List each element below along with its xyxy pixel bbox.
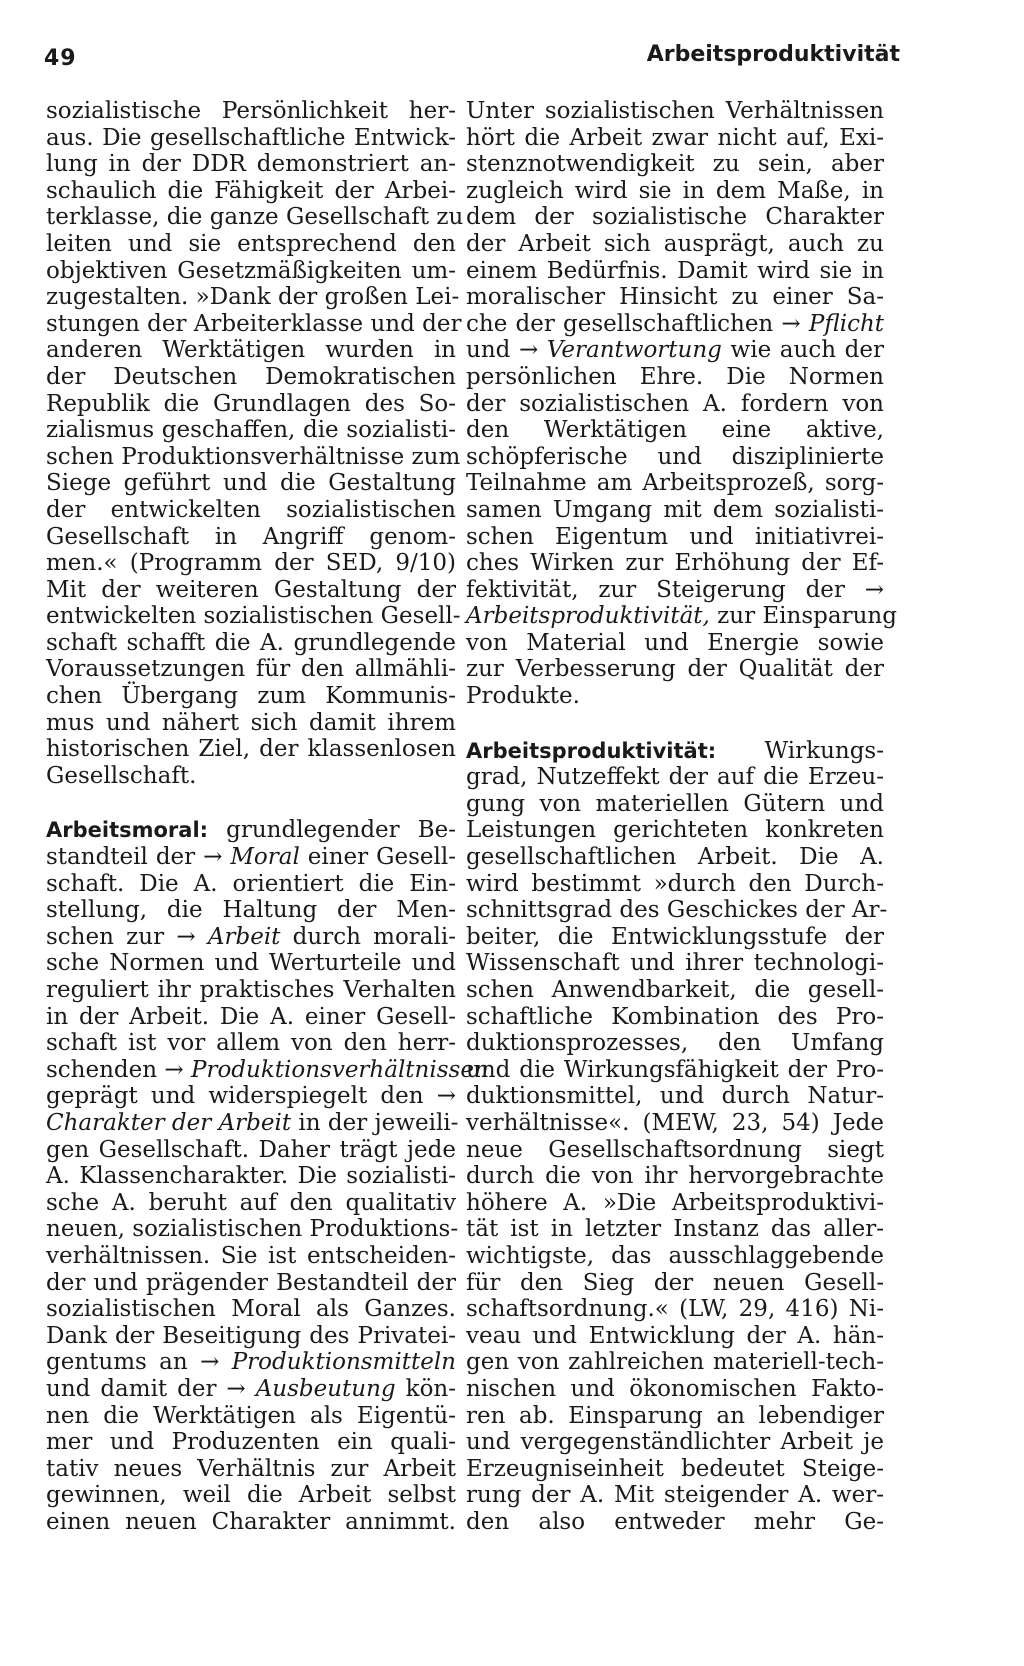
text-line: höhere A. »Die Arbeitsproduktivi- [466, 1189, 884, 1216]
text-line: gung von materiellen Gütern und [466, 790, 884, 817]
text-line: aus. Die gesellschaftliche Entwick- [46, 124, 456, 151]
text-line: wichtigste, das ausschlaggebende [466, 1242, 884, 1269]
paragraph-continuation [466, 98, 897, 710]
text-line: gesellschaftlichen Arbeit. Die A. [466, 844, 884, 871]
text-segment: durch morali- [280, 923, 456, 950]
text-line: Mit der weiteren Gestaltung der [46, 576, 456, 603]
text-line: chen Übergang zum Kommunis- [46, 683, 456, 710]
text-line: schaft. Die A. orientiert die Ein- [46, 870, 456, 897]
text-line: sche Normen und Werturteile und [46, 950, 456, 977]
text-line: sozialistische Persönlichkeit her- [46, 98, 456, 124]
text-segment: einer Gesell- [299, 844, 456, 871]
text-line: historischen Ziel, der klassenlosen [46, 736, 456, 763]
text-line: der Deutschen Demokratischen [46, 363, 456, 390]
text-line: schöpferische und disziplinierte [466, 443, 884, 470]
text-line: grad, Nutzeffekt der auf die Erzeu- [466, 764, 884, 791]
text-line: schen Anwendbarkeit, die gesell- [466, 977, 884, 1003]
text-line: moralischer Hinsicht zu einer Sa- [466, 284, 884, 311]
text-line: terklasse, die ganze Gesellschaft zu [46, 204, 464, 231]
cross-reference-verantwortung: Verantwortung [546, 337, 722, 364]
cross-reference-ausbeutung: Ausbeutung [255, 1375, 396, 1402]
text-line: duktionsmittel, und durch Natur- [466, 1083, 884, 1110]
text-line: anderen Werktätigen wurden in [46, 337, 456, 364]
cross-reference-moral: Moral [230, 844, 300, 871]
text-line: einen neuen Charakter annimmt. [46, 1508, 456, 1535]
text-line: nischen und ökonomischen Fakto- [466, 1375, 884, 1402]
text-line: ches Wirken zur Erhöhung der Ef- [466, 550, 884, 577]
entry-term: Arbeitsmoral: [46, 818, 209, 843]
text-segment: standteil der → [46, 844, 231, 871]
text-line: mus und nähert sich damit ihrem [46, 709, 456, 736]
right-column [466, 98, 897, 1535]
text-segment: schenden → [46, 1056, 191, 1083]
paragraph-continuation [46, 98, 464, 789]
text-line: Dank der Beseitigung des Privatei- [46, 1322, 456, 1349]
text-line: Republik die Grundlagen des So- [46, 390, 456, 417]
text-segment: che der gesellschaftlichen → [466, 310, 809, 337]
text-segment: und damit der → [46, 1375, 256, 1402]
entry-term: Arbeitsproduktivität: [466, 738, 717, 763]
text-line: Teilnahme am Arbeitsprozeß, sorg- [466, 470, 884, 497]
text-line: der entwickelten sozialistischen [46, 496, 456, 523]
text-line: neuen, sozialistischen Produktions- [46, 1216, 459, 1243]
text-line: men.« (Programm der SED, 9/10) [46, 550, 456, 577]
text-line: fektivität, zur Steigerung der → [466, 576, 884, 603]
text-line: tativ neues Verhältnis zur Arbeit [46, 1455, 456, 1482]
entry-arbeitsmoral [46, 817, 489, 1535]
text-line: persönlichen Ehre. Die Normen [466, 363, 884, 390]
text-line: für den Sieg der neuen Gesell- [466, 1269, 884, 1296]
text-segment: grundlegender Be- [208, 817, 456, 844]
text-line: von Material und Energie sowie [466, 629, 884, 656]
text-segment: Wirkungs- [716, 737, 884, 764]
text-line: lung in der DDR demonstriert an- [46, 151, 456, 178]
text-line: Wissenschaft und ihrer technologi- [466, 950, 884, 977]
text-segment: in der jeweili- [291, 1109, 459, 1136]
text-line: Siege geführt und die Gestaltung [46, 470, 456, 497]
text-line: tät ist in letzter Instanz das aller- [466, 1216, 884, 1243]
text-line: samen Umgang mit dem sozialisti- [466, 496, 884, 523]
text-line: schaftliche Kombination des Pro- [466, 1003, 884, 1030]
text-line: duktionsprozesses, den Umfang [466, 1030, 884, 1057]
text-line: gen von zahlreichen materiell-tech- [466, 1349, 884, 1376]
cross-reference-produktionsverhaeltnissen: Produktionsverhältnissen [190, 1056, 489, 1083]
cross-reference-arbeitsproduktivitaet: Arbeitsproduktivität, [466, 603, 710, 630]
text-line: dem der sozialistische Charakter [466, 204, 884, 231]
text-line: Erzeugniseinheit bedeutet Steige- [466, 1455, 884, 1482]
text-line: mer und Produzenten ein quali- [46, 1429, 456, 1456]
text-line: objektiven Gesetzmäßigkeiten um- [46, 257, 456, 284]
text-line: Leistungen gerichteten konkreten [466, 817, 884, 844]
text-line: geprägt und widerspiegelt den → [46, 1083, 456, 1110]
text-line: stellung, die Haltung der Men- [46, 897, 456, 924]
text-line: rung der A. Mit steigender A. wer- [466, 1482, 884, 1509]
text-line: verhältnissen. Sie ist entscheiden- [46, 1242, 456, 1269]
text-line: reguliert ihr praktisches Verhalten [46, 977, 456, 1003]
text-line: zugestalten. »Dank der großen Lei- [46, 284, 460, 311]
text-segment: gentums an → [46, 1349, 232, 1376]
text-line: neue Gesellschaftsordnung siegt [466, 1136, 884, 1163]
text-line: leiten und sie entsprechend den [46, 230, 456, 257]
entry-arbeitsproduktivitaet [466, 737, 888, 1536]
text-line: Gesellschaft. [46, 762, 197, 789]
text-line: sozialistischen Moral als Ganzes. [46, 1296, 456, 1323]
text-line: Unter sozialistischen Verhältnissen [466, 98, 884, 124]
text-segment: wie auch der [721, 337, 884, 364]
text-line: Voraussetzungen für den allmähli- [46, 656, 456, 683]
text-line: beiter, die Entwicklungsstufe der [466, 923, 884, 950]
text-line: schen Eigentum und initiativrei- [466, 523, 884, 550]
text-line: schnittsgrad des Geschickes der Ar- [466, 897, 888, 924]
text-line: Produkte. [466, 683, 580, 710]
left-column [46, 98, 489, 1535]
text-line: und die Wirkungsfähigkeit der Pro- [466, 1056, 884, 1083]
text-line: ren ab. Einsparung an lebendiger [466, 1402, 884, 1429]
text-line: der Arbeit sich ausprägt, auch zu [466, 230, 884, 257]
cross-reference-produktionsmitteln: Produktionsmitteln [231, 1349, 456, 1376]
text-line: verhältnisse«. (MEW, 23, 54) Jede [466, 1109, 884, 1136]
text-line: veau und Entwicklung der A. hän- [466, 1322, 884, 1349]
text-line: der sozialistischen A. fordern von [466, 390, 884, 417]
text-line: hört die Arbeit zwar nicht auf, Exi- [466, 124, 884, 151]
text-segment: zur Einsparung [709, 603, 897, 630]
text-line: gewinnen, weil die Arbeit selbst [46, 1482, 456, 1509]
text-line: schaft ist vor allem von den herr- [46, 1030, 456, 1057]
text-segment: schen zur → [46, 923, 208, 950]
text-line: schaftsordnung.« (LW, 29, 416) Ni- [466, 1296, 884, 1323]
page-number: 49 [44, 46, 77, 71]
text-line: schaulich die Fähigkeit der Arbei- [46, 177, 456, 204]
text-line: sche A. beruht auf den qualitativ [46, 1189, 456, 1216]
text-line: stungen der Arbeiterklasse und der [46, 310, 462, 337]
text-line: in der Arbeit. Die A. einer Gesell- [46, 1003, 456, 1030]
text-line: durch die von ihr hervorgebrachte [466, 1163, 884, 1190]
text-line: wird bestimmt »durch den Durch- [466, 870, 884, 897]
text-line: einem Bedürfnis. Damit wird sie in [466, 257, 884, 284]
text-line: Gesellschaft in Angriff genom- [46, 523, 456, 550]
cross-reference-arbeit: Arbeit [207, 923, 281, 950]
text-line: zialismus geschaffen, die sozialisti- [46, 417, 456, 444]
text-line: zur Verbesserung der Qualität der [466, 656, 884, 683]
text-line: gen Gesellschaft. Daher trägt jede [46, 1136, 456, 1163]
text-line: den Werktätigen eine aktive, [466, 417, 884, 444]
text-segment: und → [466, 337, 547, 364]
running-title: Arbeitsproduktivität [646, 42, 900, 67]
text-line: zugleich wird sie in dem Maße, in [466, 177, 884, 204]
text-line: A. Klassencharakter. Die sozialisti- [46, 1163, 456, 1190]
text-line: entwickelten sozialistischen Gesell- [46, 603, 461, 630]
text-line: schaft schafft die A. grundlegende [46, 629, 456, 656]
text-line: nen die Werktätigen als Eigentü- [46, 1402, 456, 1429]
text-line: schen Produktionsverhältnisse zum [46, 443, 461, 470]
cross-reference-charakter-der-arbeit: Charakter der Arbeit [46, 1109, 292, 1136]
cross-reference-pflicht: Pflicht [808, 310, 884, 337]
text-line: den also entweder mehr Ge- [466, 1508, 884, 1535]
text-line: stenznotwendigkeit zu sein, aber [466, 151, 884, 178]
text-segment: kön- [395, 1375, 456, 1402]
text-line: der und prägender Bestandteil der [46, 1269, 456, 1296]
text-line: und vergegenständlichter Arbeit je [466, 1429, 884, 1456]
